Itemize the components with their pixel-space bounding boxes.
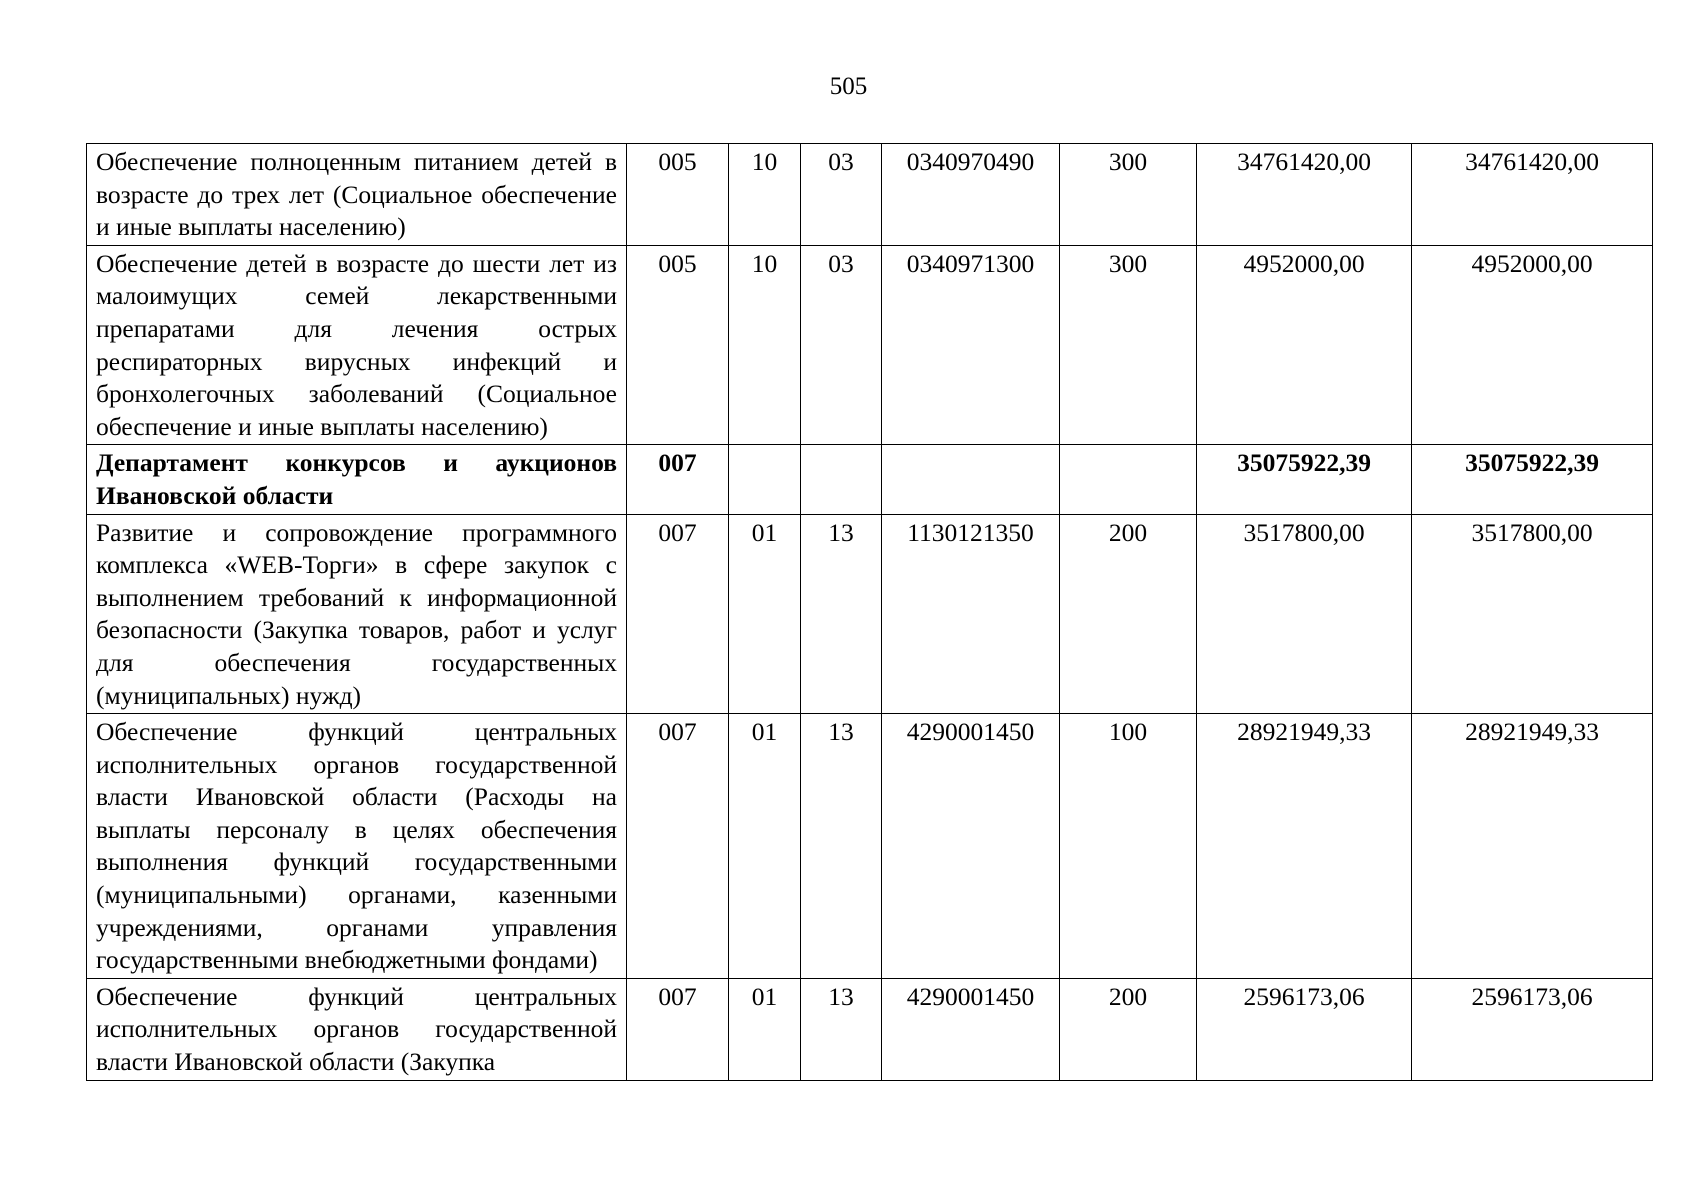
row-description: Обеспечение детей в возрасте до шести лет из малоимущих семей лекарственными препаратами для лечения острых респираторных вирусных инфекций и бронхолегочных заболеваний (Социальное обеспечение и иные выплаты населению) <box>87 245 627 445</box>
row-section-code <box>729 445 801 514</box>
row-target-code: 4290001450 <box>882 714 1060 979</box>
row-subsection-code: 13 <box>801 978 882 1080</box>
table-row <box>87 514 1653 714</box>
row-admin-code: 005 <box>627 144 729 246</box>
row-target-code <box>882 445 1060 514</box>
row-description: Департамент конкурсов и аукционов Ивановской области <box>87 445 627 514</box>
row-section-code: 01 <box>729 714 801 979</box>
row-expense-type-code: 200 <box>1060 514 1197 714</box>
row-amount-2: 35075922,39 <box>1412 445 1653 514</box>
row-amount-2: 34761420,00 <box>1412 144 1653 246</box>
row-amount-2: 4952000,00 <box>1412 245 1653 445</box>
table-row <box>87 144 1653 246</box>
row-expense-type-code: 300 <box>1060 144 1197 246</box>
row-admin-code: 005 <box>627 245 729 445</box>
row-amount-1: 3517800,00 <box>1197 514 1412 714</box>
row-subsection-code: 03 <box>801 245 882 445</box>
row-description: Обеспечение полноценным питанием детей в возрасте до трех лет (Социальное обеспечение и иные выплаты населению) <box>87 144 627 246</box>
page-number: 505 <box>829 73 868 100</box>
row-description: Обеспечение функций центральных исполнительных органов государственной власти Ивановской области (Расходы на выплаты персоналу в целях обеспечения выполнения функций государственными (муниципальными) органами, казенными учреждениями, органами управления государственными внебюджетными фондами) <box>87 714 627 979</box>
row-expense-type-code: 300 <box>1060 245 1197 445</box>
row-amount-2: 2596173,06 <box>1412 978 1653 1080</box>
row-expense-type-code: 200 <box>1060 978 1197 1080</box>
row-section-code: 10 <box>729 245 801 445</box>
row-section-code: 01 <box>729 514 801 714</box>
row-description: Развитие и сопровождение программного комплекса «WEB-Торги» в сфере закупок с выполнением требований к информационной безопасности (Закупка товаров, работ и услуг для обеспечения государственных (муниципальных) нужд) <box>87 514 627 714</box>
row-amount-1: 4952000,00 <box>1197 245 1412 445</box>
row-subsection-code: 03 <box>801 144 882 246</box>
row-admin-code: 007 <box>627 514 729 714</box>
budget-table <box>86 143 1653 1081</box>
row-amount-2: 28921949,33 <box>1412 714 1653 979</box>
row-expense-type-code <box>1060 445 1197 514</box>
row-description: Обеспечение функций центральных исполнительных органов государственной власти Ивановской области (Закупка <box>87 978 627 1080</box>
table-row <box>87 445 1653 514</box>
row-target-code: 0340970490 <box>882 144 1060 246</box>
row-subsection-code: 13 <box>801 514 882 714</box>
row-target-code: 0340971300 <box>882 245 1060 445</box>
row-subsection-code: 13 <box>801 714 882 979</box>
row-subsection-code <box>801 445 882 514</box>
row-admin-code: 007 <box>627 714 729 979</box>
row-amount-2: 3517800,00 <box>1412 514 1653 714</box>
row-admin-code: 007 <box>627 978 729 1080</box>
row-amount-1: 34761420,00 <box>1197 144 1412 246</box>
table-row <box>87 245 1653 445</box>
table-row <box>87 978 1653 1080</box>
row-target-code: 4290001450 <box>882 978 1060 1080</box>
row-section-code: 01 <box>729 978 801 1080</box>
row-expense-type-code: 100 <box>1060 714 1197 979</box>
row-admin-code: 007 <box>627 445 729 514</box>
row-section-code: 10 <box>729 144 801 246</box>
row-target-code: 1130121350 <box>882 514 1060 714</box>
row-amount-1: 2596173,06 <box>1197 978 1412 1080</box>
table-row <box>87 714 1653 979</box>
row-amount-1: 35075922,39 <box>1197 445 1412 514</box>
row-amount-1: 28921949,33 <box>1197 714 1412 979</box>
